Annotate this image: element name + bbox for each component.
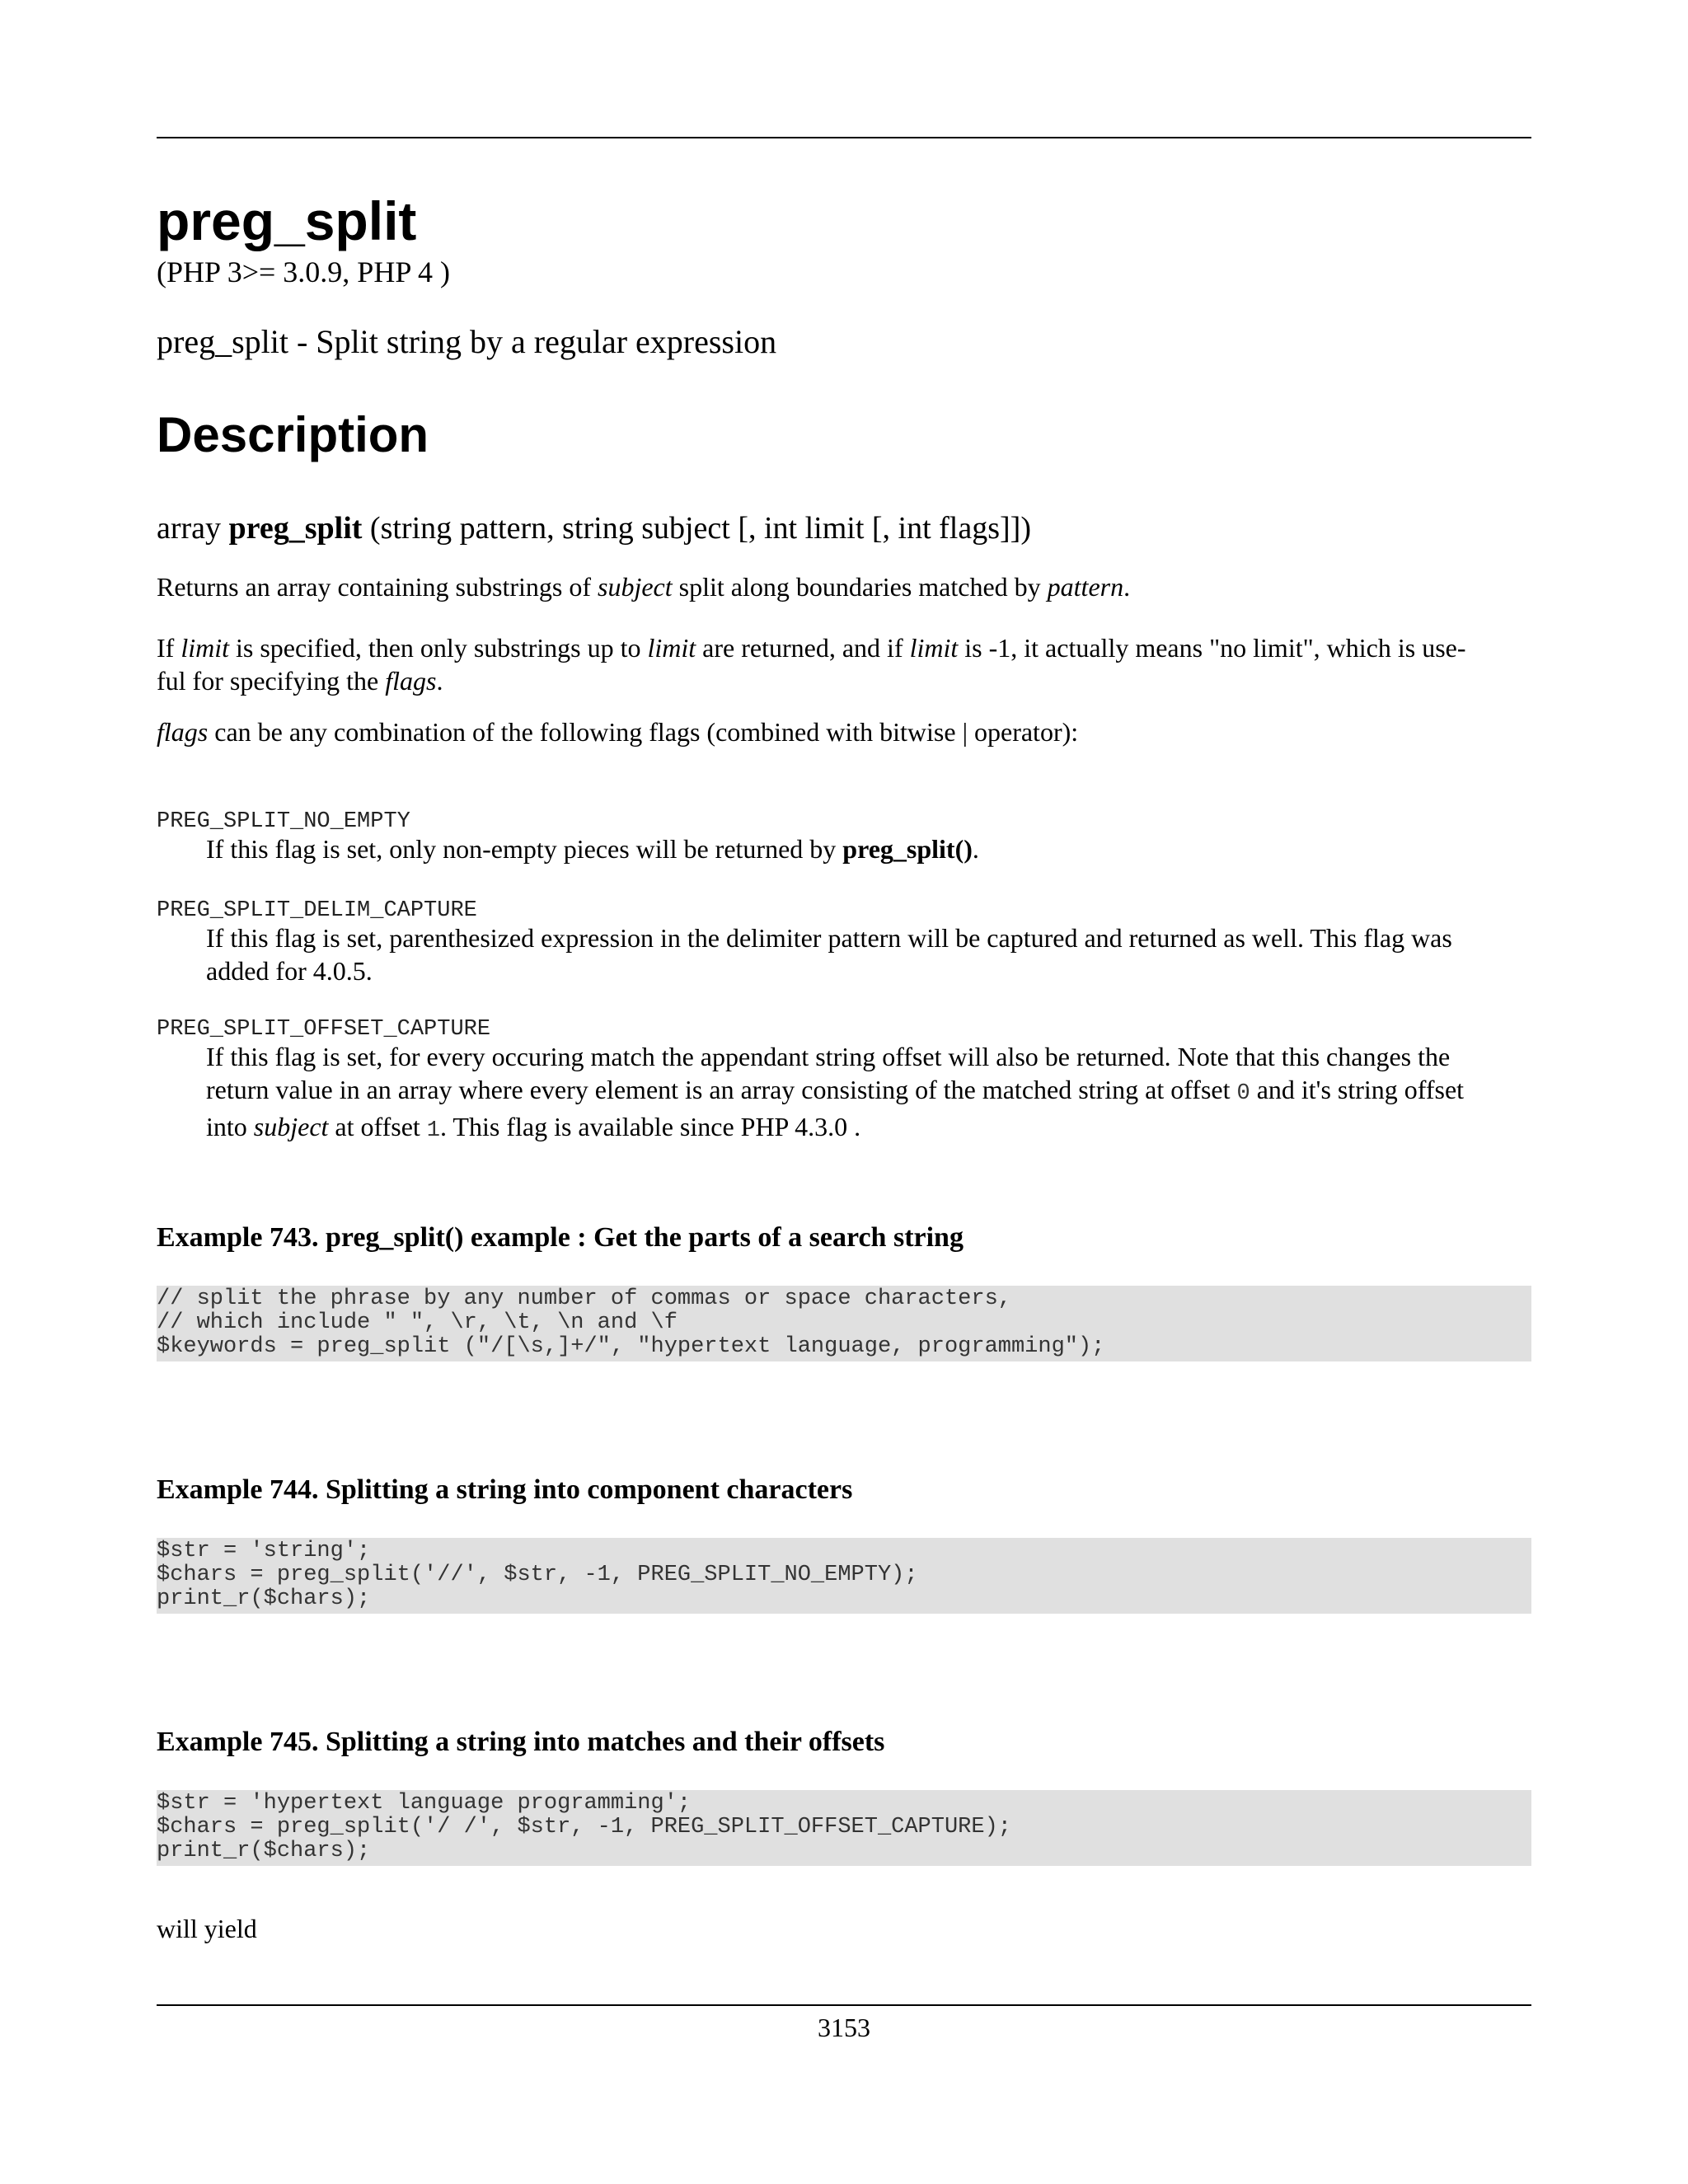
description-paragraph-limit	[157, 631, 1531, 697]
version-info: (PHP 3>= 3.0.9, PHP 4 )	[157, 255, 450, 288]
text-run: .	[436, 666, 443, 696]
text-run: and it's string offset	[1250, 1075, 1465, 1104]
text-run: If this flag is set, parenthesized expression in the delimiter pattern will be captured and returned as well. This flag was	[206, 923, 1452, 953]
text-run: are returned, and if	[696, 633, 910, 663]
section-heading-description: Description	[157, 407, 429, 462]
text-run: at offset	[328, 1112, 427, 1141]
text-run: If this flag is set, only non-empty pieces will be returned by	[206, 834, 843, 864]
will-yield-text: will yield	[157, 1914, 257, 1943]
footer-rule	[157, 2004, 1531, 2006]
param-subject: subject	[598, 572, 673, 602]
text-run: added for 4.0.5.	[206, 956, 373, 986]
text-run: If this flag is set, for every occuring match the appendant string offset will also be returned. Note that this changes the	[206, 1042, 1451, 1071]
text-run: .	[972, 834, 979, 864]
text-run: into	[206, 1112, 254, 1141]
text-run: Returns an array containing substrings of	[157, 572, 598, 602]
text-run: If	[157, 633, 181, 663]
function-reference: preg_split()	[842, 834, 973, 864]
example-title-744: Example 744. Splitting a string into component characters	[157, 1474, 853, 1505]
param-limit: limit	[647, 633, 696, 663]
function-purpose: preg_split - Split string by a regular expression	[157, 323, 777, 360]
param-limit: limit	[181, 633, 229, 663]
text-run: is -1, it actually means "no limit", which is use-	[958, 633, 1466, 663]
text-run: ful for specifying the	[157, 666, 386, 696]
inline-literal: 1	[426, 1118, 440, 1143]
description-paragraph-flags	[157, 715, 1531, 748]
text-run: split along boundaries matched by	[672, 572, 1048, 602]
synopsis-return-type: array	[157, 511, 229, 546]
param-pattern: pattern	[1047, 572, 1124, 602]
text-run: . This flag is available since PHP 4.3.0 .	[440, 1112, 861, 1141]
synopsis-params: (string pattern, string subject [, int limit [, int flags]])	[362, 511, 1031, 546]
code-block-743: // split the phrase by any number of commas or space characters, // which include " ", \r, \t, \n and \f $keywords = preg_split ("/[\s,]+/", "hypertext language, programming");	[157, 1286, 1531, 1361]
code-block-745: $str = 'hypertext language programming'; $chars = preg_split('/ /', $str, -1, PREG_SPLIT_OFFSET_CAPTURE); print_r($chars);	[157, 1790, 1531, 1866]
param-subject: subject	[253, 1112, 329, 1141]
flag-definition-no-empty	[206, 832, 1531, 865]
param-flags: flags	[385, 666, 437, 696]
example-title-745: Example 745. Splitting a string into matches and their offsets	[157, 1727, 885, 1757]
text-run: .	[1123, 572, 1131, 602]
function-synopsis	[157, 508, 1031, 549]
flag-term-delim-capture: PREG_SPLIT_DELIM_CAPTURE	[157, 898, 477, 923]
flag-definition-offset-capture	[206, 1040, 1531, 1147]
flag-definition-delim-capture	[206, 921, 1531, 987]
function-title: preg_split	[157, 190, 417, 251]
synopsis-function-name: preg_split	[228, 511, 363, 546]
manual-page	[157, 0, 1531, 2184]
header-rule	[157, 137, 1531, 138]
param-limit: limit	[909, 633, 959, 663]
param-flags: flags	[157, 717, 209, 747]
flag-term-no-empty: PREG_SPLIT_NO_EMPTY	[157, 809, 410, 834]
text-run: is specified, then only substrings up to	[228, 633, 648, 663]
code-block-744: $str = 'string'; $chars = preg_split('//', $str, -1, PREG_SPLIT_NO_EMPTY); print_r($chars);	[157, 1538, 1531, 1614]
description-paragraph-returns	[157, 570, 1531, 603]
page-number: 3153	[818, 2013, 870, 2042]
text-run: return value in an array where every element is an array consisting of the matched string at offset	[206, 1075, 1237, 1104]
flag-term-offset-capture: PREG_SPLIT_OFFSET_CAPTURE	[157, 1017, 491, 1042]
text-run: can be any combination of the following flags (combined with bitwise | operator):	[208, 717, 1079, 747]
inline-literal: 0	[1236, 1081, 1250, 1106]
example-title-743: Example 743. preg_split() example : Get the parts of a search string	[157, 1222, 964, 1253]
